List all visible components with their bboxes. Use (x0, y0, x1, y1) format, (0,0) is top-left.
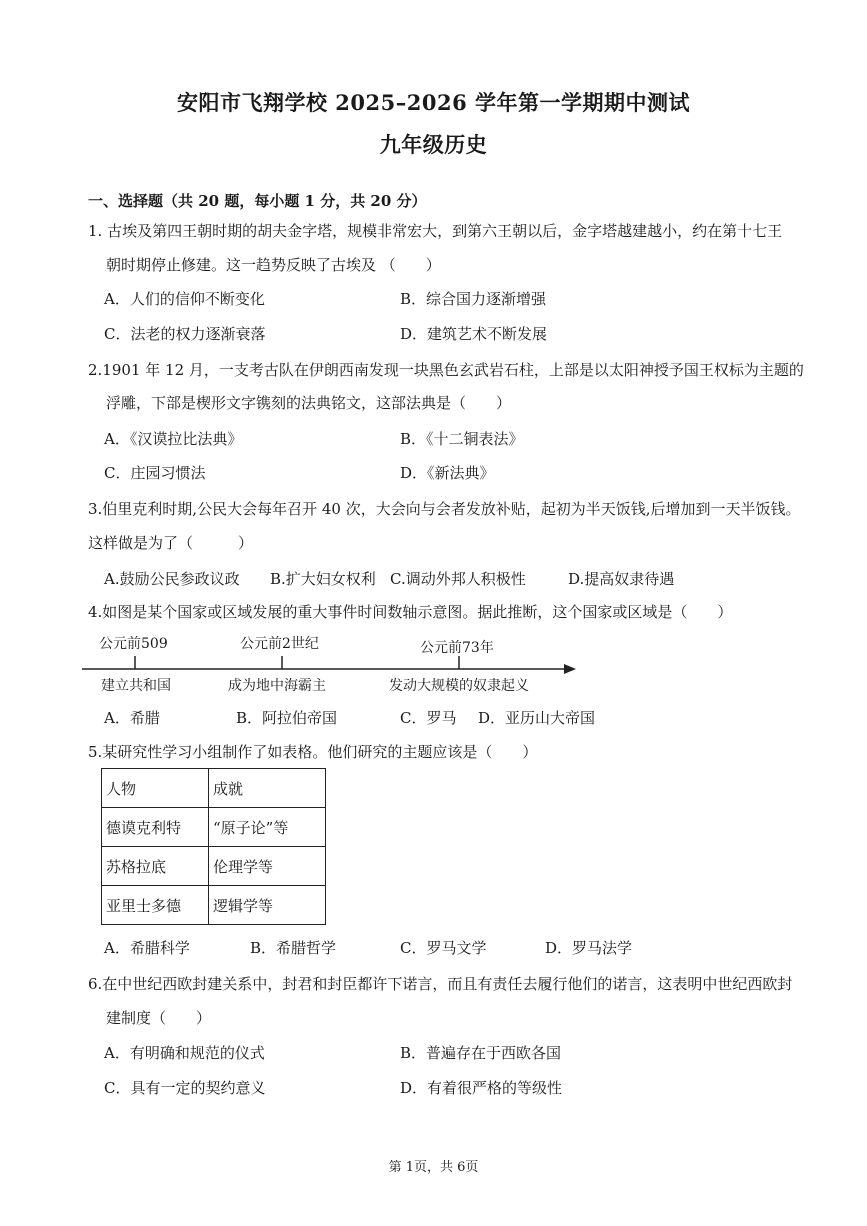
question-5-option-b[interactable]: B．希腊哲学 (250, 939, 337, 957)
question-1-line-2: 朝时期停止修建。这一趋势反映了古埃及 （ ） (106, 256, 441, 274)
question-4-option-c[interactable]: C．罗马 (400, 709, 457, 727)
exam-subtitle: 九年级历史 (379, 132, 488, 157)
question-3-option-c[interactable]: C.调动外邦人积极性 (390, 570, 526, 588)
question-2-option-c[interactable]: C．庄园习惯法 (104, 464, 206, 482)
question-4-option-a[interactable]: A．希腊 (104, 709, 160, 727)
timeline-event-2: 成为地中海霸主 (228, 678, 326, 694)
question-2-line-2: 浮雕，下部是楔形文字镌刻的法典铭文，这部法典是（ ） (106, 394, 512, 412)
table-row (102, 808, 326, 847)
table-row (102, 886, 326, 925)
table-row (102, 769, 326, 808)
question-6-line-1: 6.在中世纪西欧封建关系中，封君和封臣都许下诺言，而且有责任去履行他们的诺言，这表明中世纪西欧封 (88, 975, 793, 993)
timeline-event-3: 发动大规模的奴隶起义 (389, 678, 529, 694)
question-2-option-d[interactable]: D．《新法典》 (400, 464, 495, 482)
table-cell: 亚里士多德 (102, 886, 209, 925)
table-cell: 德谟克利特 (102, 808, 209, 847)
question-6-option-d[interactable]: D．有着很严格的等级性 (400, 1079, 563, 1097)
question-3-option-a[interactable]: A.鼓励公民参政议政 (104, 570, 240, 588)
question-3-line-2: 这样做是为了（ ） (88, 534, 254, 552)
question-3-option-d[interactable]: D.提高奴隶待遇 (568, 570, 675, 588)
question-4-option-d[interactable]: D．亚历山大帝国 (478, 709, 596, 727)
question-1-option-a[interactable]: A．人们的信仰不断变化 (104, 290, 265, 308)
timeline-event-1: 建立共和国 (101, 678, 171, 694)
question-5-option-c[interactable]: C．罗马文学 (400, 939, 487, 957)
timeline-date-1: 公元前509 (99, 636, 168, 652)
question-3-line-1: 3.伯里克利时期,公民大会每年召开 40 次，大会向与会者发放补贴，起初为半天饭钱,后增加到一天半饭钱。 (88, 500, 801, 518)
question-2-line-1: 2.1901 年 12 月，一支考古队在伊朗西南发现一块黑色玄武岩石柱，上部是以太阳神授予国王权标为主题的 (88, 361, 804, 379)
exam-title: 安阳市飞翔学校 2025–2026 学年第一学期期中测试 (176, 90, 690, 115)
question-6-option-b[interactable]: B．普遍存在于西欧各国 (400, 1044, 562, 1062)
timeline-date-3: 公元前73年 (420, 640, 494, 656)
achievements-table (101, 768, 326, 925)
timeline-arrow-icon (564, 664, 576, 674)
section-heading: 一、选择题（共 20 题，每小题 1 分，共 20 分） (88, 192, 427, 210)
table-cell: 逻辑学等 (209, 886, 326, 925)
question-5-line-1: 5.某研究性学习小组制作了如表格。他们研究的主题应该是（ ） (88, 743, 538, 761)
question-1-option-d[interactable]: D．建筑艺术不断发展 (400, 325, 548, 343)
question-5-option-a[interactable]: A．希腊科学 (104, 939, 190, 957)
table-row (102, 847, 326, 886)
table-header-person: 人物 (102, 769, 209, 808)
question-2-option-a[interactable]: A．《汉谟拉比法典》 (104, 430, 243, 448)
question-4-option-b[interactable]: B．阿拉伯帝国 (236, 709, 338, 727)
table-cell: 苏格拉底 (102, 847, 209, 886)
question-5-option-d[interactable]: D．罗马法学 (545, 939, 633, 957)
question-6-option-a[interactable]: A．有明确和规范的仪式 (104, 1044, 265, 1062)
question-6-option-c[interactable]: C．具有一定的契约意义 (104, 1079, 266, 1097)
question-6-line-2: 建制度（ ） (106, 1009, 212, 1027)
table-header-achievement: 成就 (209, 769, 326, 808)
question-1-line-1: 1. 古埃及第四王朝时期的胡夫金字塔，规模非常宏大，到第六王朝以后，金字塔越建越小，约在第十七王 (88, 222, 783, 240)
question-2-option-b[interactable]: B．《十二铜表法》 (400, 430, 524, 448)
page-number: 第 1页，共 6页 (388, 1160, 479, 1175)
question-3-option-b[interactable]: B.扩大妇女权利 (270, 570, 376, 588)
question-4-line-1: 4.如图是某个国家或区域发展的重大事件时间数轴示意图。据此推断，这个国家或区域是（ ） (88, 603, 733, 621)
table-cell: “原子论”等 (209, 808, 326, 847)
table-cell: 伦理学等 (209, 847, 326, 886)
question-1-option-c[interactable]: C．法老的权力逐渐衰落 (104, 325, 266, 343)
timeline-date-2: 公元前2世纪 (240, 636, 319, 652)
question-1-option-b[interactable]: B．综合国力逐渐增强 (400, 290, 547, 308)
